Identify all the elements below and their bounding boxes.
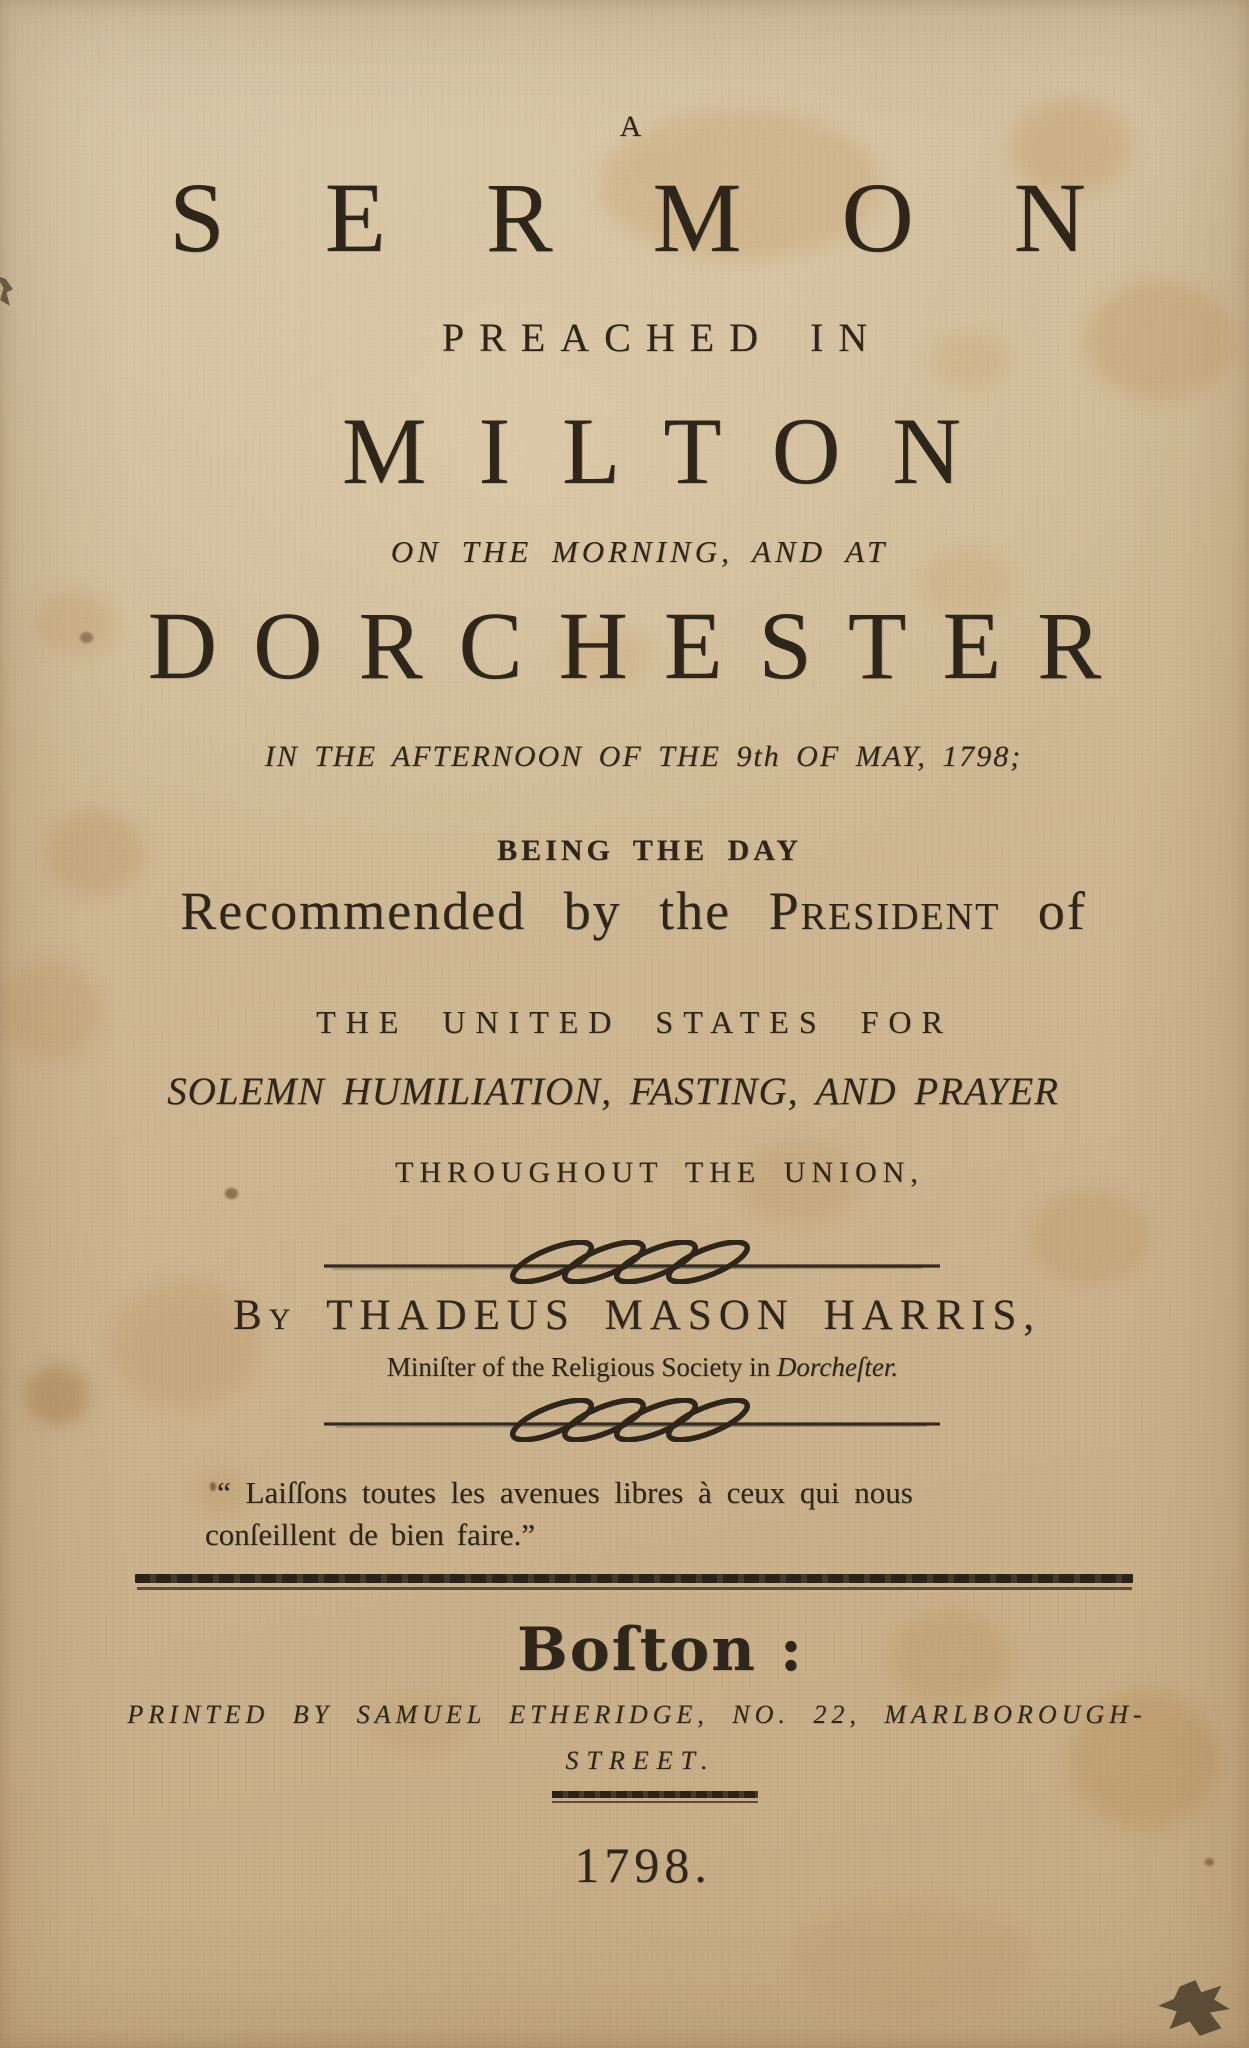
imprint-street-line: STREET.	[565, 1746, 716, 1775]
purpose-line: SOLEMN HUMILIATION, FASTING, AND PRAYER	[167, 1070, 1059, 1113]
epigraph-line2: conſeillent de bien faire.”	[205, 1517, 536, 1552]
author-role-line: Miniſter of the Religious Society in Dorcheſter.	[386, 1352, 899, 1382]
author-line	[9, 1294, 1249, 1337]
rope-twist-divider	[322, 1398, 942, 1442]
location-milton: MILTON	[342, 398, 1013, 504]
imprint-city: Boſton :	[517, 1615, 804, 1685]
double-rule	[135, 1574, 1133, 1590]
throughout-union-line: THROUGHOUT THE UNION,	[395, 1156, 924, 1189]
imprint-printer-line: PRINTED BY SAMUEL ETHERIDGE, NO. 22, MARLBOROUGH-	[127, 1700, 1147, 1729]
main-title: SERMON	[169, 162, 1186, 273]
dorchester-italic: Dorcheſter.	[776, 1352, 899, 1382]
epigraph	[205, 1472, 1045, 1556]
ink-blot	[1158, 1980, 1230, 2036]
recommended-line: Recommended by the President of	[180, 881, 1087, 941]
ink-speck	[225, 1188, 238, 1199]
being-the-day-line: BEING THE DAY	[497, 834, 802, 867]
imprint-year: 1798.	[574, 1837, 712, 1893]
short-rule	[552, 1791, 758, 1803]
foxing-stain	[1030, 1190, 1150, 1285]
occasion-morning-line: ON THE MORNING, AND AT	[390, 534, 889, 569]
occasion-afternoon-line: IN THE AFTERNOON OF THE 9th OF MAY, 1798;	[264, 740, 1023, 773]
half-title-letter: A	[619, 110, 646, 143]
location-dorchester: DORCHESTER	[147, 592, 1138, 699]
author-name: THADEUS MASON HARRIS,	[326, 1292, 1042, 1339]
rope-twist-divider	[322, 1240, 942, 1284]
united-states-line: THE UNITED STATES FOR	[316, 1004, 953, 1040]
by-smallcaps: By	[232, 1292, 327, 1339]
president-smallcaps: President	[768, 881, 1001, 941]
preached-in-line: PREACHED IN	[441, 315, 883, 360]
foxing-stain	[790, 1900, 1030, 2010]
epigraph-line1: “ Laiſſons toutes les avenues libres à ceux qui nous	[217, 1475, 913, 1510]
edge-mark	[0, 276, 13, 306]
